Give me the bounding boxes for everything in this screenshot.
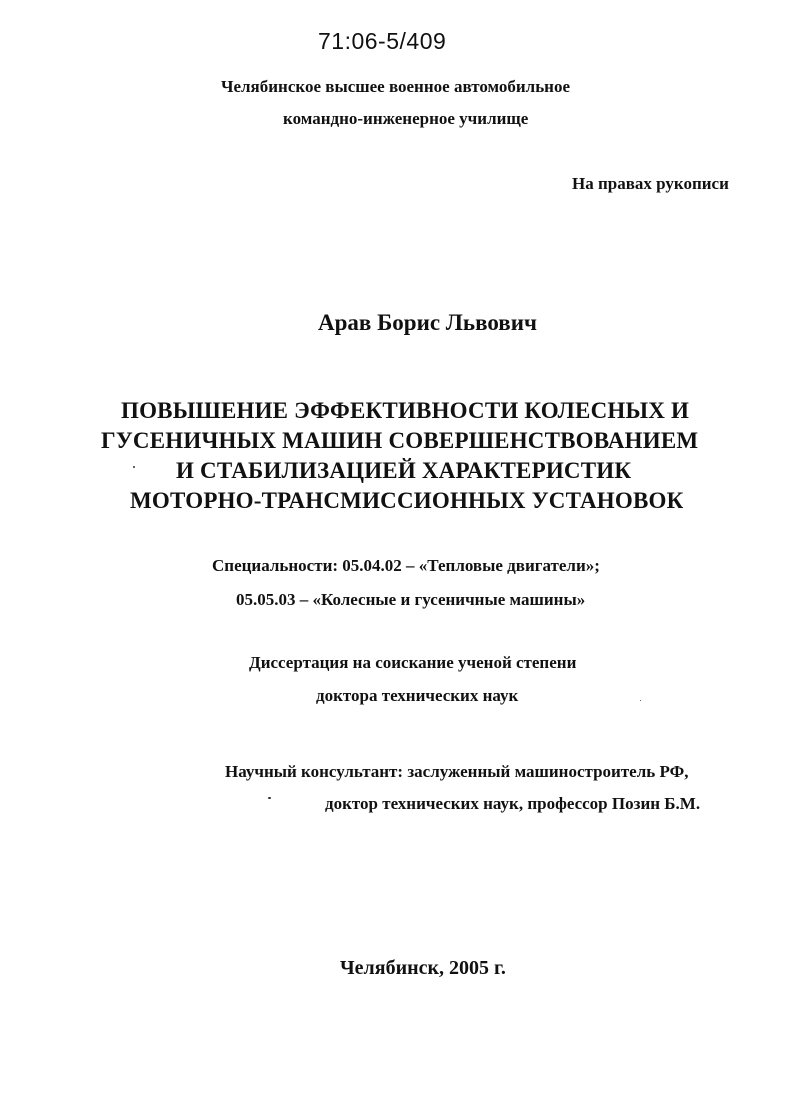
registry-number: 71:06-5/409 (318, 28, 447, 54)
scan-speck (640, 700, 641, 701)
degree-line-2: доктора технических наук (316, 686, 519, 705)
title-line: И СТАБИЛИЗАЦИЕЙ ХАРАКТЕРИСТИК (176, 458, 632, 483)
scan-speck (268, 797, 271, 799)
author-name: Арав Борис Львович (318, 310, 537, 335)
specialty-line-1: Специальности: 05.04.02 – «Тепловые двигатели»; (212, 556, 600, 575)
institution-line-1: Челябинское высшее военное автомобильное (221, 77, 571, 96)
degree-line-1: Диссертация на соискание ученой степени (249, 653, 577, 672)
rights-note: На правах рукописи (572, 174, 729, 193)
scan-speck (133, 466, 135, 468)
specialty-line-2: 05.05.03 – «Колесные и гусеничные машины» (236, 590, 586, 609)
city-year: Челябинск, 2005 г. (340, 957, 506, 979)
consultant-line-2: доктор технических наук, профессор Позин Б.М. (325, 794, 701, 813)
consultant-line-1: Научный консультант: заслуженный машиностроитель РФ, (225, 762, 689, 781)
title-line: ПОВЫШЕНИЕ ЭФФЕКТИВНОСТИ КОЛЕСНЫХ И (121, 398, 690, 423)
institution-line-2: командно-инженерное училище (283, 109, 529, 128)
title-line: ГУСЕНИЧНЫХ МАШИН СОВЕРШЕНСТВОВАНИЕМ (101, 428, 699, 453)
title-line: МОТОРНО-ТРАНСМИССИОННЫХ УСТАНОВОК (130, 488, 684, 513)
